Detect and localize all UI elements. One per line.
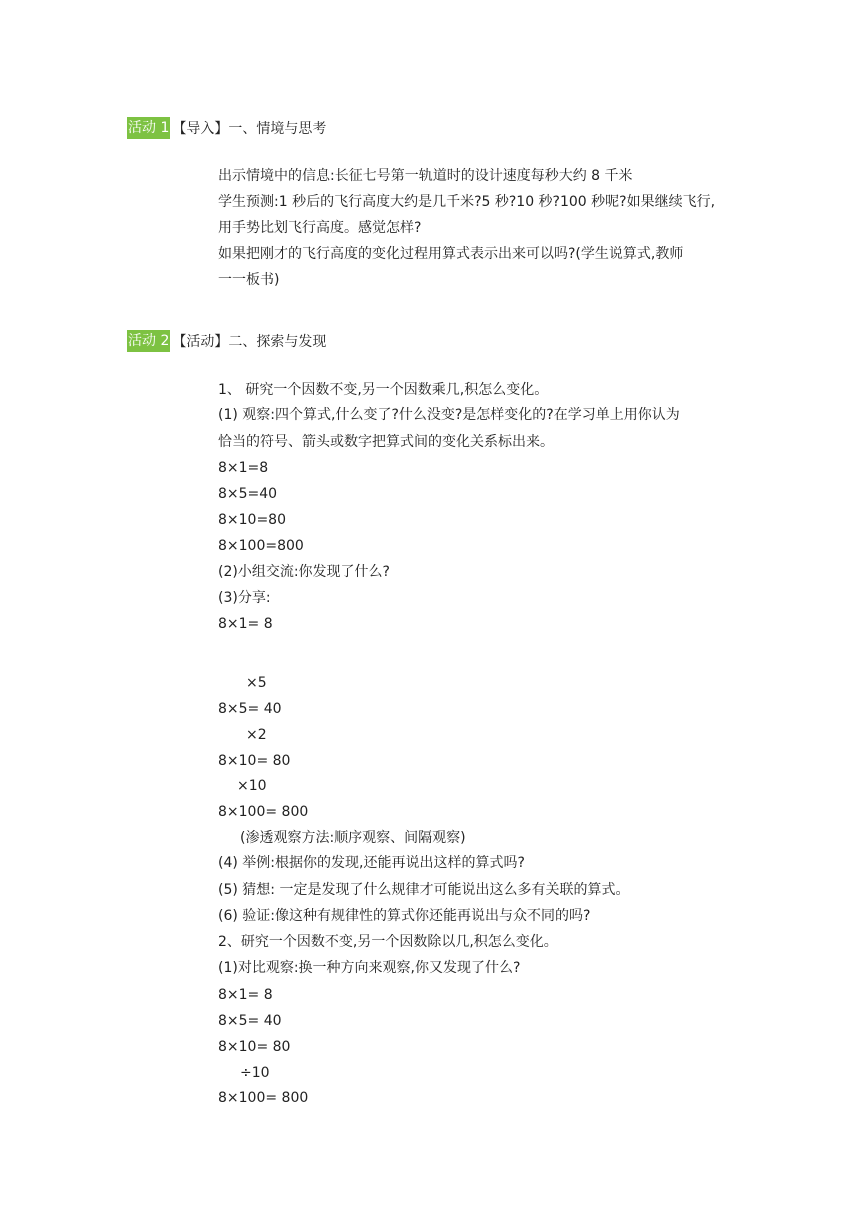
section2-heading [127, 330, 326, 352]
section1-heading [127, 117, 326, 139]
equation-line: 8×10=80 [218, 512, 286, 528]
equation-line: 8×100= 800 [218, 804, 309, 820]
equation-line: 8×5=40 [218, 486, 278, 502]
paragraph-line: 学生预测:1 秒后的飞行高度大约是几千米?5 秒?10 秒?100 秒呢?如果继续飞行, [218, 194, 716, 210]
paragraph-line: 用手势比划飞行高度。感觉怎样? [218, 220, 422, 236]
paragraph-line: (4) 举例:根据你的发现,还能再说出这样的算式吗? [218, 855, 525, 871]
paragraph-line: 一一板书) [218, 272, 280, 288]
multiplier-annotation: ×10 [237, 778, 267, 794]
paragraph-line: 出示情境中的信息:长征七号第一轨道时的设计速度每秒大约 8 千米 [218, 168, 633, 184]
paragraph-line: 如果把刚才的飞行高度的变化过程用算式表示出来可以吗?(学生说算式,教师 [218, 246, 684, 262]
equation-line: 8×1= 8 [218, 616, 273, 632]
paragraph-line: 2、研究一个因数不变,另一个因数除以几,积怎么变化。 [218, 934, 558, 950]
multiplier-annotation: ×2 [246, 727, 267, 743]
paragraph-line: (渗透观察方法:顺序观察、间隔观察) [240, 830, 466, 846]
section1-title: 【导入】一、情境与思考 [172, 121, 327, 137]
equation-line: 8×1= 8 [218, 987, 273, 1003]
paragraph-line: (2)小组交流:你发现了什么? [218, 564, 390, 580]
equation-line: 8×100= 800 [218, 1090, 309, 1106]
equation-line: 8×10= 80 [218, 1039, 291, 1055]
equation-line: 8×5= 40 [218, 1013, 282, 1029]
paragraph-line: (1)对比观察:换一种方向来观察,你又发现了什么? [218, 960, 521, 976]
paragraph-line: (3)分享: [218, 590, 271, 606]
section1-tag: 活动 1 [127, 117, 170, 139]
paragraph-line: 1、 研究一个因数不变,另一个因数乘几,积怎么变化。 [218, 382, 549, 398]
paragraph-line: (6) 验证:像这种有规律性的算式你还能再说出与众不同的吗? [218, 908, 591, 924]
equation-line: 8×10= 80 [218, 753, 291, 769]
divisor-annotation: ÷10 [240, 1065, 270, 1081]
section2-tag: 活动 2 [127, 330, 170, 352]
equation-line: 8×1=8 [218, 460, 269, 476]
paragraph-line: 恰当的符号、箭头或数字把算式间的变化关系标出来。 [218, 434, 554, 450]
paragraph-line: (5) 猜想: 一定是发现了什么规律才可能说出这么多有关联的算式。 [218, 882, 630, 898]
equation-line: 8×5= 40 [218, 701, 282, 717]
equation-line: 8×100=800 [218, 538, 304, 554]
paragraph-line: (1) 观察:四个算式,什么变了?什么没变?是怎样变化的?在学习单上用你认为 [218, 407, 680, 423]
multiplier-annotation: ×5 [246, 675, 267, 691]
section2-title: 【活动】二、探索与发现 [172, 334, 327, 350]
